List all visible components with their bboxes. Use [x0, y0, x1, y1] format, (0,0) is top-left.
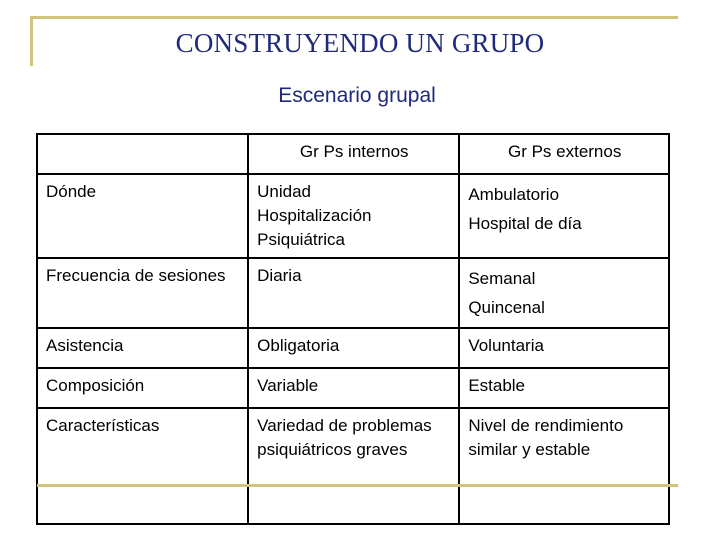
row-label: Composición [37, 368, 248, 408]
comparison-table [36, 133, 670, 525]
header-externos: Gr Ps externos [459, 134, 669, 174]
cell-externos [459, 258, 669, 328]
row-label: Características [37, 408, 248, 524]
cell-line: Voluntaria [468, 336, 544, 355]
top-decorative-bar [30, 16, 678, 19]
cell-line: Obligatoria [257, 336, 340, 355]
table-row [37, 258, 669, 328]
cell-line: Quincenal [468, 298, 545, 317]
table-row [37, 368, 669, 408]
header-internos: Gr Ps internos [248, 134, 459, 174]
cell-internos [248, 368, 459, 408]
cell-line: Psiquiátrica [257, 230, 346, 249]
cell-externos [459, 408, 669, 524]
cell-line: Diaria [257, 266, 302, 285]
row-label: Frecuencia de sesiones [37, 258, 248, 328]
cell-line: Semanal [468, 269, 536, 288]
table-row [37, 174, 669, 258]
cell-internos [248, 328, 459, 368]
cell-line: Ambulatorio [468, 185, 560, 204]
bottom-decorative-bar [37, 484, 678, 487]
cell-line: Variedad de problemas psiquiátricos graves [257, 416, 432, 459]
row-label: Dónde [37, 174, 248, 258]
cell-line: Nivel de rendimiento similar y estable [468, 416, 624, 459]
cell-line: Hospitalización [257, 206, 372, 225]
cell-internos [248, 408, 459, 524]
cell-line: Hospital de día [468, 214, 582, 233]
row-label: Asistencia [37, 328, 248, 368]
page-title: CONSTRUYENDO UN GRUPO [175, 28, 545, 58]
subtitle-text: Escenario grupal [278, 84, 436, 107]
table-row [37, 408, 669, 524]
cell-line: Unidad [257, 182, 312, 201]
cell-externos [459, 174, 669, 258]
table-header-row [37, 134, 669, 174]
cell-line: Variable [257, 376, 319, 395]
table-row [37, 328, 669, 368]
header-empty-cell [37, 134, 248, 174]
page-subtitle [0, 84, 720, 108]
cell-internos [248, 174, 459, 258]
cell-externos [459, 368, 669, 408]
cell-internos [248, 258, 459, 328]
cell-line: Estable [468, 376, 526, 395]
cell-externos [459, 328, 669, 368]
